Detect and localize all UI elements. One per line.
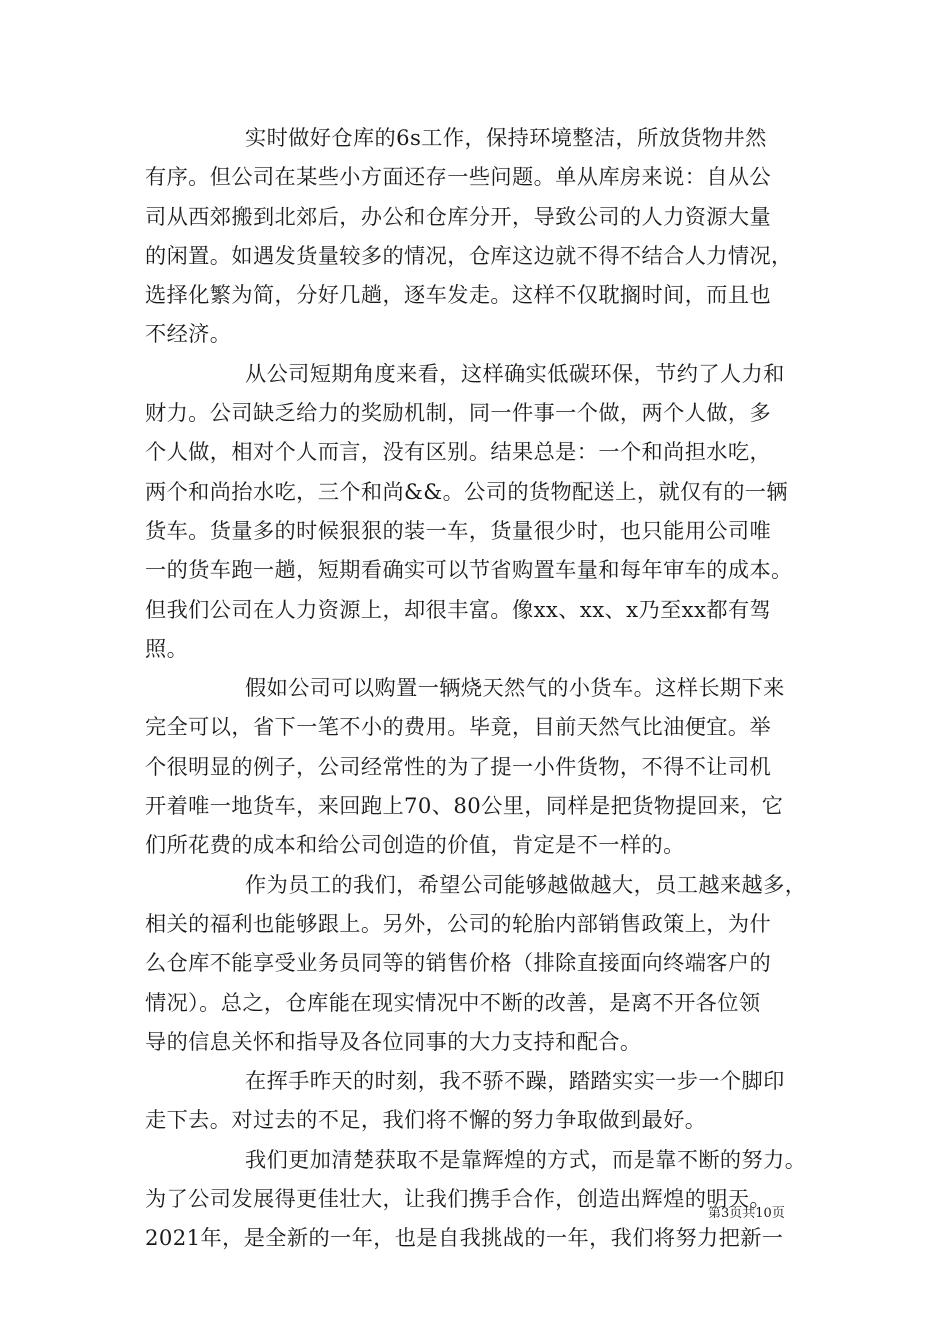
text-line: 实时做好仓库的6s工作，保持环境整洁，所放货物井然 — [245, 125, 767, 150]
text-line: 完全可以，省下一笔不小的费用。毕竟，目前天然气比油便宜。举 — [145, 714, 772, 740]
text-line: 走下去。对过去的不足，我们将不懈的努力争取做到最好。 — [145, 1107, 707, 1133]
paragraph-4 — [145, 865, 808, 1061]
text-line: 但我们公司在人力资源上，却很丰富。像xx、xx、x乃至xx都有驾 — [145, 596, 772, 622]
text-line: 有序。但公司在某些小方面还存一些问题。单从库房来说：自从公 — [145, 164, 772, 190]
text-line: 导的信息关怀和指导及各位同事的大力支持和配合。 — [145, 1028, 642, 1054]
text-line: 相关的福利也能够跟上。另外，公司的轮胎内部销售政策上，为什 — [145, 910, 772, 936]
paragraph-6 — [145, 1140, 808, 1258]
text-line: 么仓库不能享受业务员同等的销售价格（排除直接面向终端客户的 — [145, 950, 772, 976]
text-line: 个人做，相对个人而言，没有区别。结果总是：一个和尚担水吃， — [145, 439, 772, 465]
text-line: 货车。货量多的时候狠狠的装一车，货量很少时，也只能用公司唯 — [145, 517, 772, 543]
text-line: 从公司短期角度来看，这样确实低碳环保，节约了人力和 — [245, 360, 785, 386]
paragraph-5 — [145, 1061, 808, 1140]
text-line: 财力。公司缺乏给力的奖励机制，同一件事一个做，两个人做，多 — [145, 400, 772, 426]
text-line: 们所花费的成本和给公司创造的价值，肯定是不一样的。 — [145, 832, 685, 858]
text-line: 假如公司可以购置一辆烧天然气的小货车。这样长期下来 — [245, 675, 785, 701]
paragraph-1 — [145, 118, 808, 354]
text-line: 司从西郊搬到北郊后，办公和仓库分开，导致公司的人力资源大量 — [145, 203, 772, 229]
paragraph-3 — [145, 668, 808, 864]
text-line: 为了公司发展得更佳壮大，让我们携手合作，创造出辉煌的明天。 — [145, 1186, 772, 1212]
text-line: 一的货车跑一趟，短期看确实可以节省购置车量和每年审车的成本。 — [145, 557, 793, 583]
text-line: 不经济。 — [145, 321, 232, 347]
document-body — [145, 118, 808, 1258]
text-line: 2021年，是全新的一年，也是自我挑战的一年，我们将努力把新一 — [145, 1225, 784, 1251]
page-number-footer: 第3页共10页 — [708, 1206, 785, 1221]
text-line: 作为员工的我们，希望公司能够越做越大，员工越来越多， — [245, 871, 807, 897]
text-line: 选择化繁为简，分好几趟，逐车发走。这样不仅耽搁时间，而且也 — [145, 282, 772, 308]
paragraph-2 — [145, 354, 808, 668]
text-line: 情况）。总之，仓库能在现实情况中不断的改善，是离不开各位领 — [145, 989, 761, 1015]
text-line: 我们更加清楚获取不是靠辉煌的方式，而是靠不断的努力。 — [245, 1146, 807, 1172]
text-line: 两个和尚抬水吃，三个和尚&&。公司的货物配送上，就仅有的一辆 — [145, 478, 788, 504]
text-line: 开着唯一地货车，来回跑上70、80公里，同样是把货物提回来，它 — [145, 793, 784, 819]
text-line: 的闲置。如遇发货量较多的情况，仓库这边就不得不结合人力情况， — [145, 242, 793, 268]
text-line: 在挥手昨天的时刻，我不骄不躁，踏踏实实一步一个脚印 — [245, 1068, 785, 1094]
text-line: 个很明显的例子，公司经常性的为了提一小件货物，不得不让司机 — [145, 753, 772, 779]
text-line: 照。 — [145, 635, 189, 661]
